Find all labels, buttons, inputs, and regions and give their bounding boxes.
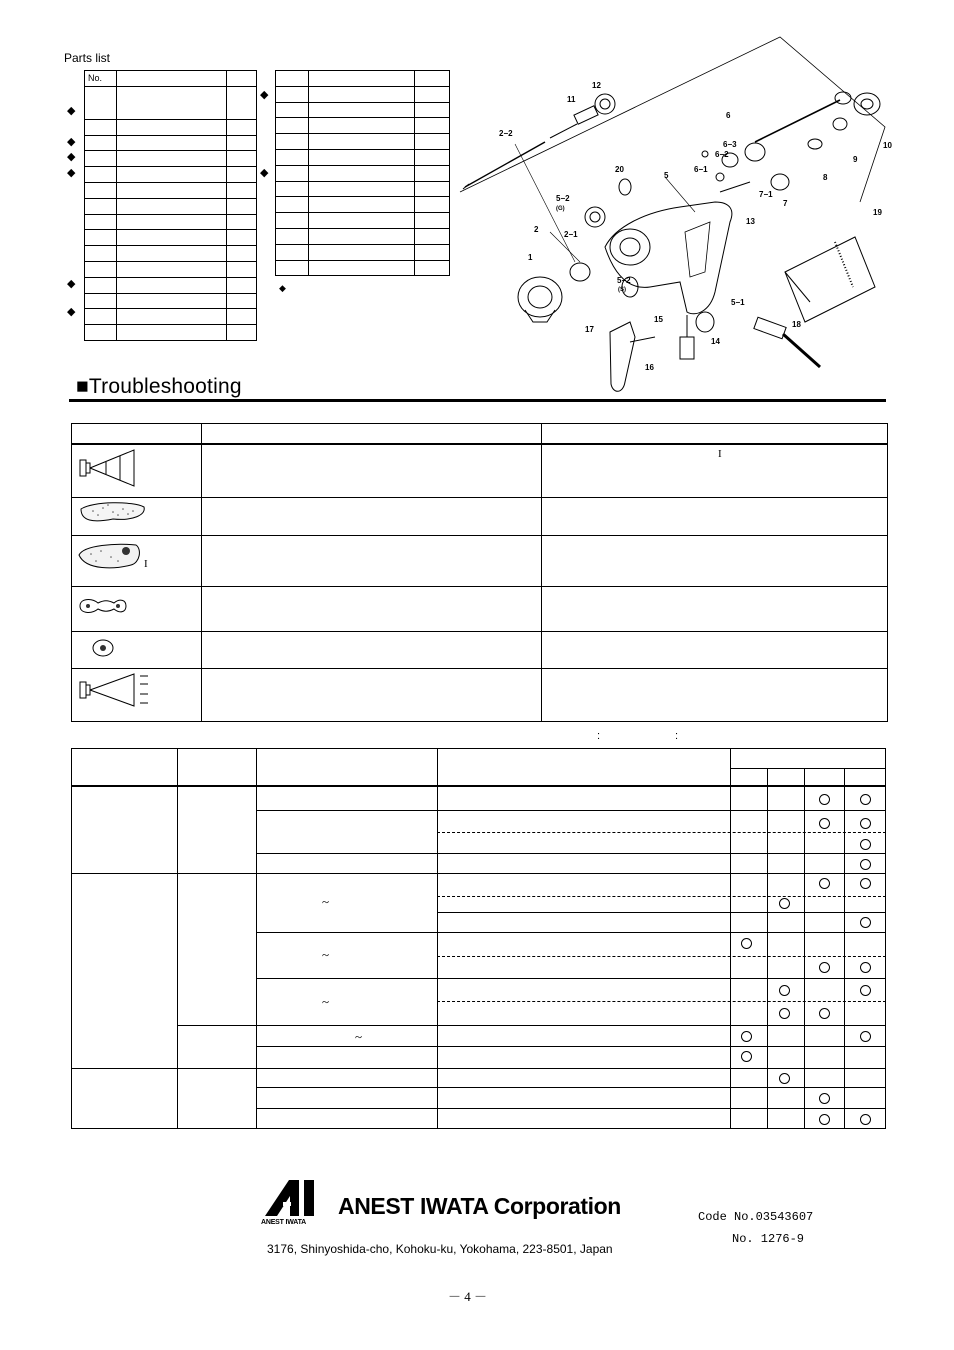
- parts-list-cell: [276, 213, 309, 229]
- parts-list-cell: [116, 198, 226, 214]
- diagram-label: 5−2: [556, 194, 570, 203]
- colon-mark: :: [597, 730, 601, 742]
- colon-mark: :: [675, 730, 679, 742]
- parts-list-row: [85, 277, 257, 293]
- parts-list-cell: [308, 260, 414, 276]
- parts-list-row: [276, 134, 450, 150]
- spray-pattern-icon: [91, 636, 115, 660]
- diagram-label: (G): [556, 206, 565, 212]
- page-number: － 4 －: [448, 1289, 488, 1304]
- company-name: ANEST IWATA Corporation: [338, 1193, 621, 1219]
- parts-list-table-left: [84, 70, 257, 341]
- tilde: ~: [355, 1029, 363, 1044]
- parts-list-cell: [116, 261, 226, 277]
- roman-mark: I: [718, 448, 722, 460]
- diagram-label: 20: [615, 165, 624, 174]
- diamond-marker: ◆: [67, 306, 76, 318]
- spray-pattern-icon: [78, 499, 148, 525]
- diagram-label: 9: [853, 155, 858, 164]
- check-circle: [860, 878, 871, 889]
- parts-list-row: [85, 309, 257, 325]
- parts-list-cell: [85, 135, 117, 151]
- parts-list-cell: [308, 165, 414, 181]
- spray-pattern-icon: [76, 539, 144, 573]
- parts-list-cell: [116, 230, 226, 246]
- parts-list-cell: [227, 182, 257, 198]
- parts-list-cell: [116, 246, 226, 262]
- check-circle: [860, 794, 871, 805]
- diagram-label: 14: [711, 337, 720, 346]
- parts-list-cell: [116, 167, 226, 183]
- parts-list-row: [276, 86, 450, 102]
- parts-list-cell: [85, 309, 117, 325]
- parts-list-cell: [276, 197, 309, 213]
- diagram-label: 7−1: [759, 190, 773, 199]
- logo-text: ANEST IWATA: [261, 1219, 306, 1226]
- troubleshooting-heading: ■Troubleshooting: [76, 375, 242, 398]
- check-circle: [860, 1031, 871, 1042]
- heading-rule: [69, 399, 886, 402]
- check-circle: [860, 962, 871, 973]
- parts-list-cell: [276, 244, 309, 260]
- tilde: ~: [322, 994, 330, 1009]
- diamond-marker: ◆: [67, 151, 76, 163]
- parts-list-cell: [227, 135, 257, 151]
- parts-list-cell: [415, 86, 450, 102]
- company-address: 3176, Shinyoshida-cho, Kohoku-ku, Yokohama, 223-8501, Japan: [267, 1242, 613, 1256]
- parts-list-cell: [85, 151, 117, 167]
- diamond-marker: ◆: [67, 105, 76, 117]
- parts-list-cell: [276, 149, 309, 165]
- parts-list-cell: [415, 149, 450, 165]
- parts-list-cell: [415, 228, 450, 244]
- parts-list-cell: [227, 86, 257, 119]
- spray-pattern-icon: [78, 448, 138, 488]
- roman-mark: I: [144, 558, 148, 570]
- diagram-label: 2: [534, 225, 539, 234]
- diagram-label: 2−1: [564, 230, 578, 239]
- diamond-marker: ◆: [260, 167, 269, 179]
- parts-list-cell: [276, 260, 309, 276]
- parts-list-row: [276, 244, 450, 260]
- parts-list-cell: [276, 134, 309, 150]
- diagram-label: 5−2: [617, 276, 631, 285]
- parts-list-cell: [116, 71, 226, 87]
- diagram-label: 7: [783, 199, 788, 208]
- check-circle: [819, 818, 830, 829]
- tilde: ~: [322, 894, 330, 909]
- anest-iwata-logo-mark: [263, 1178, 323, 1220]
- parts-list-cell: [116, 214, 226, 230]
- parts-list-cell: [227, 246, 257, 262]
- parts-list-cell: [227, 293, 257, 309]
- check-circle: [741, 1031, 752, 1042]
- parts-list-row: [276, 102, 450, 118]
- parts-list-cell: [85, 86, 117, 119]
- diagram-label: 6−2: [715, 150, 729, 159]
- spray-pattern-icon: [78, 672, 158, 708]
- parts-list-cell: [85, 261, 117, 277]
- parts-list-row: [85, 151, 257, 167]
- check-circle: [779, 1008, 790, 1019]
- parts-list-row: [276, 71, 450, 87]
- parts-list-cell: [308, 244, 414, 260]
- diagram-label: 5: [664, 171, 669, 180]
- parts-list-row: [85, 135, 257, 151]
- parts-list-row: [85, 246, 257, 262]
- parts-list-row: [276, 197, 450, 213]
- check-circle: [779, 1073, 790, 1084]
- diamond-marker: ◆: [260, 89, 269, 101]
- parts-list-cell: [227, 309, 257, 325]
- parts-list-cell: [276, 102, 309, 118]
- parts-list-cell: [415, 260, 450, 276]
- document-number: No. 1276-9: [732, 1232, 805, 1246]
- check-circle: [819, 1093, 830, 1104]
- parts-list-cell: [116, 293, 226, 309]
- parts-list-caption: Parts list: [64, 51, 111, 65]
- parts-list-cell: [415, 134, 450, 150]
- parts-list-cell: [85, 182, 117, 198]
- parts-list-row: [85, 71, 257, 87]
- diagram-label: 5−1: [731, 298, 745, 307]
- diamond-marker: ◆: [279, 283, 286, 293]
- parts-list-table-right: [275, 70, 450, 276]
- parts-list-row: [276, 228, 450, 244]
- document-code: Code No.03543607: [698, 1210, 814, 1224]
- parts-list-row: [85, 198, 257, 214]
- check-circle: [860, 859, 871, 870]
- check-circle: [741, 1051, 752, 1062]
- diamond-marker: ◆: [67, 167, 76, 179]
- diagram-label: 15: [654, 315, 663, 324]
- parts-list-row: [85, 167, 257, 183]
- parts-list-cell: [308, 228, 414, 244]
- diagram-label: 19: [873, 208, 882, 217]
- check-circle: [779, 898, 790, 909]
- check-circle: [860, 917, 871, 928]
- diagram-label: 6−1: [694, 165, 708, 174]
- parts-list-row: [85, 86, 257, 119]
- diagram-label: 11: [567, 95, 576, 104]
- parts-list-cell: [85, 119, 117, 135]
- parts-list-cell: [116, 309, 226, 325]
- spray-pattern-icon: [78, 594, 128, 618]
- tilde: ~: [322, 947, 330, 962]
- parts-list-cell: [308, 102, 414, 118]
- diagram-label: 10: [883, 141, 892, 150]
- check-circle: [819, 794, 830, 805]
- parts-list-cell: [276, 86, 309, 102]
- parts-list-cell: [415, 197, 450, 213]
- parts-list-row: [276, 213, 450, 229]
- diamond-marker: ◆: [67, 136, 76, 148]
- check-circle: [860, 818, 871, 829]
- parts-list-cell: [415, 71, 450, 87]
- check-circle: [779, 985, 790, 996]
- check-circle: [819, 1114, 830, 1125]
- parts-list-cell: [308, 71, 414, 87]
- troubleshooting-table: [71, 423, 888, 722]
- parts-list-row: [85, 325, 257, 341]
- parts-list-row: [276, 165, 450, 181]
- diagram-label: 13: [746, 217, 755, 226]
- parts-list-cell: [276, 181, 309, 197]
- spray-gun-exploded-diagram: [455, 32, 895, 400]
- parts-list-cell: [415, 118, 450, 134]
- parts-list-row: [85, 293, 257, 309]
- parts-list-cell: [227, 167, 257, 183]
- parts-list-row: [85, 230, 257, 246]
- parts-list-cell: [227, 71, 257, 87]
- parts-list-cell: [276, 71, 309, 87]
- diagram-label: 6−3: [723, 140, 737, 149]
- parts-list-cell: [116, 325, 226, 341]
- check-circle: [860, 839, 871, 850]
- parts-list-row: [85, 261, 257, 277]
- parts-list-cell: [415, 181, 450, 197]
- parts-list-cell: [85, 246, 117, 262]
- parts-list-cell: [308, 118, 414, 134]
- check-circle: [860, 1114, 871, 1125]
- parts-list-cell: [85, 293, 117, 309]
- cause-remedy-table: [71, 748, 886, 1129]
- parts-list-cell: [85, 277, 117, 293]
- parts-list-row: [276, 149, 450, 165]
- check-circle: [741, 938, 752, 949]
- parts-list-cell: [116, 119, 226, 135]
- parts-list-cell: [227, 230, 257, 246]
- diagram-label: 16: [645, 363, 654, 372]
- parts-list-cell: [85, 230, 117, 246]
- parts-list-cell: [116, 151, 226, 167]
- parts-list-cell: [85, 325, 117, 341]
- diagram-label: 12: [592, 81, 601, 90]
- parts-list-cell: [85, 214, 117, 230]
- parts-list-cell: [227, 151, 257, 167]
- parts-list-cell: [308, 197, 414, 213]
- parts-list-row: [276, 260, 450, 276]
- check-circle: [819, 962, 830, 973]
- diagram-label: 1: [528, 253, 533, 262]
- parts-list-row: [85, 119, 257, 135]
- diagram-label: 17: [585, 325, 594, 334]
- parts-list-row: [85, 214, 257, 230]
- parts-list-cell: [116, 86, 226, 119]
- parts-list-cell: [308, 181, 414, 197]
- parts-list-cell: [308, 86, 414, 102]
- parts-list-cell: [415, 244, 450, 260]
- parts-list-cell: [276, 118, 309, 134]
- diagram-label: 6: [726, 111, 731, 120]
- diagram-label: 18: [792, 320, 801, 329]
- check-circle: [819, 1008, 830, 1019]
- check-circle: [860, 985, 871, 996]
- parts-list-cell: [276, 228, 309, 244]
- parts-list-cell: [227, 198, 257, 214]
- parts-list-cell: [308, 134, 414, 150]
- parts-list-cell: [227, 119, 257, 135]
- parts-list-cell: [227, 261, 257, 277]
- check-circle: [819, 878, 830, 889]
- parts-list-cell: [116, 135, 226, 151]
- parts-list-cell: [116, 182, 226, 198]
- parts-list-cell: [276, 165, 309, 181]
- diagram-label: 8: [823, 173, 828, 182]
- diamond-marker: ◆: [67, 278, 76, 290]
- parts-list-cell: [308, 213, 414, 229]
- parts-list-cell: [227, 277, 257, 293]
- parts-list-cell: [308, 149, 414, 165]
- diagram-label: (S): [618, 287, 626, 293]
- parts-list-cell: [85, 198, 117, 214]
- parts-list-cell: [116, 277, 226, 293]
- parts-list-cell: No.: [85, 71, 117, 87]
- diagram-label: 2−2: [499, 129, 513, 138]
- parts-list-cell: [415, 213, 450, 229]
- parts-list-cell: [85, 167, 117, 183]
- parts-list-row: [276, 118, 450, 134]
- parts-list-cell: [415, 102, 450, 118]
- parts-list-row: [276, 181, 450, 197]
- parts-list-cell: [227, 214, 257, 230]
- parts-list-cell: [415, 165, 450, 181]
- parts-list-cell: [227, 325, 257, 341]
- parts-list-row: [85, 182, 257, 198]
